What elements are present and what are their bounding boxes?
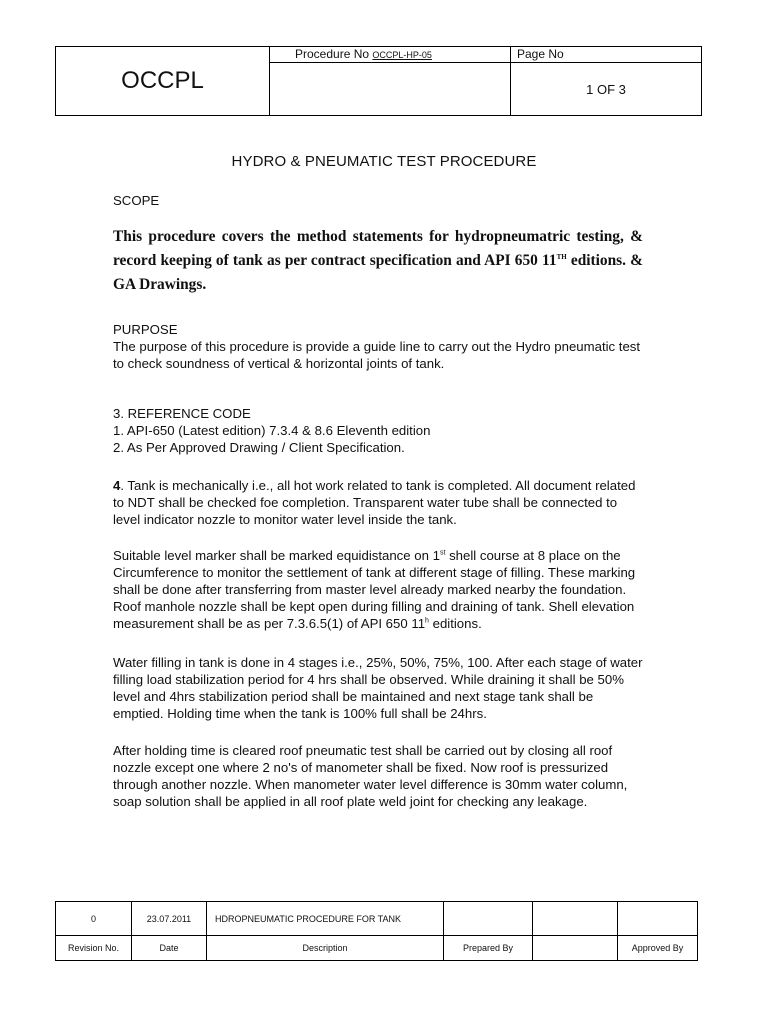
scope-text — [113, 225, 643, 297]
revision-date-label: Date — [132, 936, 207, 961]
reference-item-2: 2. As Per Approved Drawing / Client Specification. — [113, 440, 405, 455]
level-marker-paragraph — [113, 547, 643, 632]
level-marker-text-1: Suitable level marker shall be marked equidistance on 1 — [113, 548, 440, 563]
procedure-number-cell — [270, 47, 511, 63]
revision-number-value: 0 — [56, 902, 132, 936]
revision-date-value: 23.07.2011 — [132, 902, 207, 936]
revision-description-value: HDROPNEUMATIC PROCEDURE FOR TANK — [207, 902, 444, 936]
pneumatic-test-paragraph: After holding time is cleared roof pneumatic test shall be carried out by closing all roof nozzle except one where 2 no's of manometer shall be fixed. Now roof is pressurized through another nozzle. When manometer water level difference is 30mm water column, soap solution shall be applied in all roof plate weld joint for checking any leakage. — [113, 743, 628, 809]
header-table — [55, 46, 702, 116]
page-label: Page No — [511, 47, 702, 63]
level-marker-sup-2: h — [425, 617, 429, 625]
purpose-text: The purpose of this procedure is provide a guide line to carry out the Hydro pneumatic test to check soundness of vertical & horizontal joints of tank. — [113, 339, 641, 371]
purpose-heading: PURPOSE — [113, 322, 178, 337]
scope-text-tail: editions. & GA Drawings. — [113, 252, 643, 293]
prepared-by-label: Prepared By — [444, 936, 533, 961]
section-4-number: 4 — [113, 478, 121, 493]
revision-table — [55, 901, 698, 961]
scope-heading: SCOPE — [113, 193, 160, 208]
revision-number-label: Revision No. — [56, 936, 132, 961]
revision-description-label: Description — [207, 936, 444, 961]
procedure-label: Procedure No — [295, 47, 370, 61]
water-filling-paragraph: Water filling in tank is done in 4 stages i.e., 25%, 50%, 75%, 100. After each stage of water filling load stabilization period for 4 hrs shall be observed. While draining it shall be 50% level and 4hrs stabilization period shall be maintained and next stage tank shall be emptied. Holding time when the tank is 100% full shall be 24hrs. — [113, 655, 643, 721]
approved-blank-cell — [533, 902, 618, 936]
section-4-body: . Tank is mechanically i.e., all hot work related to tank is completed. All document related to NDT shall be checked foe completion. Transparent water tube shall be connected to level indicator nozzle to monitor water level inside the tank. — [113, 478, 636, 527]
reference-heading: 3. REFERENCE CODE — [113, 406, 251, 421]
prepared-by-value — [444, 902, 533, 936]
procedure-blank-cell — [270, 63, 511, 116]
document-title: HYDRO & PNEUMATIC TEST PROCEDURE — [231, 153, 537, 170]
approved-by-value — [618, 902, 698, 936]
approved-by-label: Approved By — [618, 936, 698, 961]
level-marker-text-3: editions. — [428, 616, 482, 631]
approved-blank-label-cell — [533, 936, 618, 961]
reference-item-1: 1. API-650 (Latest edition) 7.3.4 & 8.6 Eleventh edition — [113, 423, 431, 438]
level-marker-sup-1: st — [439, 549, 446, 557]
level-marker-text-2: shell course at 8 place on the Circumference to monitor the settlement of tank at different stage of filling. These marking shall be done after transferring from master level already marked nearby the foundation. Roof manhole nozzle shall be kept open during filling and draining of tank. Shell elevation measurement shall be as per 7.3.6.5(1) of API 650 11 — [113, 548, 636, 631]
company-name: OCCPL — [56, 47, 270, 116]
procedure-number: OCCPL-HP-05 — [372, 50, 432, 60]
scope-text-main: This procedure covers the method statements for hydropneumatric testing, & record keeping of tank as per contract specification and API 650 11 — [113, 228, 643, 269]
scope-text-sup: TH — [556, 252, 567, 261]
section-4-text — [113, 477, 643, 528]
page-value: 1 OF 3 — [511, 63, 702, 116]
